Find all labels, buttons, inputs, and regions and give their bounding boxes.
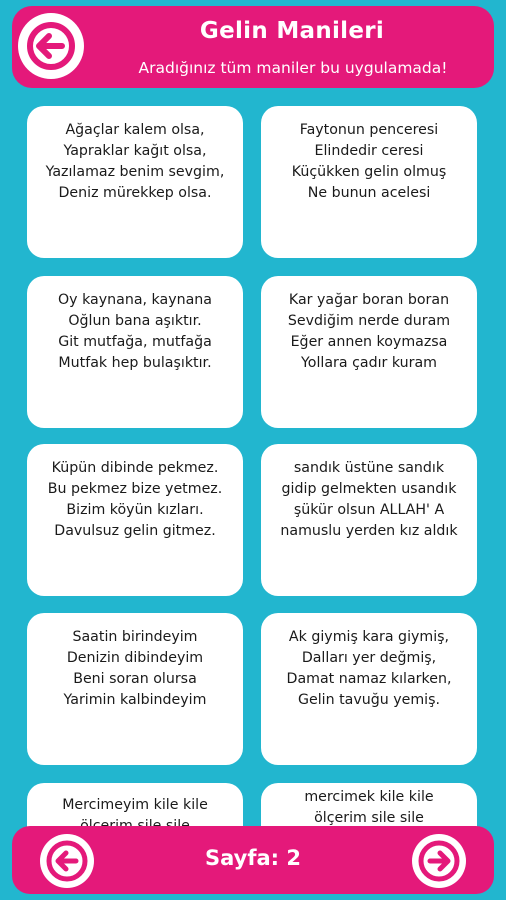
page-title: Gelin Manileri xyxy=(199,18,385,44)
card-line: Mercimeyim kile kile xyxy=(62,797,208,813)
mani-card[interactable] xyxy=(27,444,243,596)
card-line: Küçükken gelin olmuş xyxy=(291,164,447,180)
arrow-right-icon xyxy=(412,834,466,888)
card-line: gidip gelmekten usandık xyxy=(281,481,457,497)
card-line: Kar yağar boran boran xyxy=(288,292,450,308)
card-line: Denizin dibindeyim xyxy=(66,650,204,666)
card-line: Gelin tavuğu yemiş. xyxy=(297,692,441,708)
card-line: Yazılamaz benim sevgim, xyxy=(45,164,225,180)
card-line: Damat namaz kılarken, xyxy=(286,671,452,687)
card-line: Ak giymiş kara giymiş, xyxy=(288,629,450,645)
card-line: namuslu yerden kız aldık xyxy=(280,523,458,539)
card-line: şükür olsun ALLAH' A xyxy=(293,502,445,518)
mani-card[interactable] xyxy=(261,613,477,765)
card-line: Oy kaynana, kaynana xyxy=(58,292,212,308)
card-line: Git mutfağa, mutfağa xyxy=(58,334,212,350)
card-line: Eğer annen koymazsa xyxy=(290,334,448,350)
card-line: Oğlun bana aşıktır. xyxy=(68,313,202,329)
mani-card[interactable] xyxy=(261,106,477,258)
card-line: Dalları yer değmiş, xyxy=(301,650,437,666)
card-line: Yarimin kalbindeyim xyxy=(63,692,207,708)
card-line: Yollara çadır kuram xyxy=(301,355,437,371)
card-line: Deniz mürekkep olsa. xyxy=(58,185,212,201)
next-page-button[interactable] xyxy=(412,834,466,888)
card-line: sandık üstüne sandık xyxy=(293,460,445,476)
card-line: ölçerim sile sile xyxy=(314,810,424,826)
card-line: Küpün dibinde pekmez. xyxy=(51,460,219,476)
card-line: Faytonun penceresi xyxy=(299,122,439,138)
card-line: Elindedir ceresi xyxy=(314,143,424,159)
mani-card[interactable] xyxy=(261,276,477,428)
app-header xyxy=(12,6,494,88)
card-line: Mutfak hep bulaşıktır. xyxy=(58,355,212,371)
card-line: Sevdiğim nerde duram xyxy=(287,313,451,329)
mani-card[interactable] xyxy=(27,106,243,258)
mani-card[interactable] xyxy=(261,444,477,596)
card-line: Beni soran olursa xyxy=(73,671,197,687)
card-line: Ne bunun acelesi xyxy=(307,185,431,201)
card-line: Yapraklar kağıt olsa, xyxy=(63,143,207,159)
card-line: Bizim köyün kızları. xyxy=(66,502,204,518)
pagination-bar xyxy=(12,826,494,894)
arrow-left-icon xyxy=(18,13,84,79)
page-indicator: Sayfa: 2 xyxy=(205,846,301,870)
card-line: Bu pekmez bize yetmez. xyxy=(47,481,223,497)
back-button[interactable] xyxy=(18,13,84,79)
mani-card[interactable] xyxy=(27,613,243,765)
card-line: Saatin birindeyim xyxy=(72,629,198,645)
page-subtitle: Aradığınız tüm maniler bu uygulamada! xyxy=(138,59,448,77)
card-line: Davulsuz gelin gitmez. xyxy=(54,523,216,539)
mani-card[interactable] xyxy=(27,276,243,428)
card-line: mercimek kile kile xyxy=(304,789,434,805)
card-line: Ağaçlar kalem olsa, xyxy=(65,122,205,138)
